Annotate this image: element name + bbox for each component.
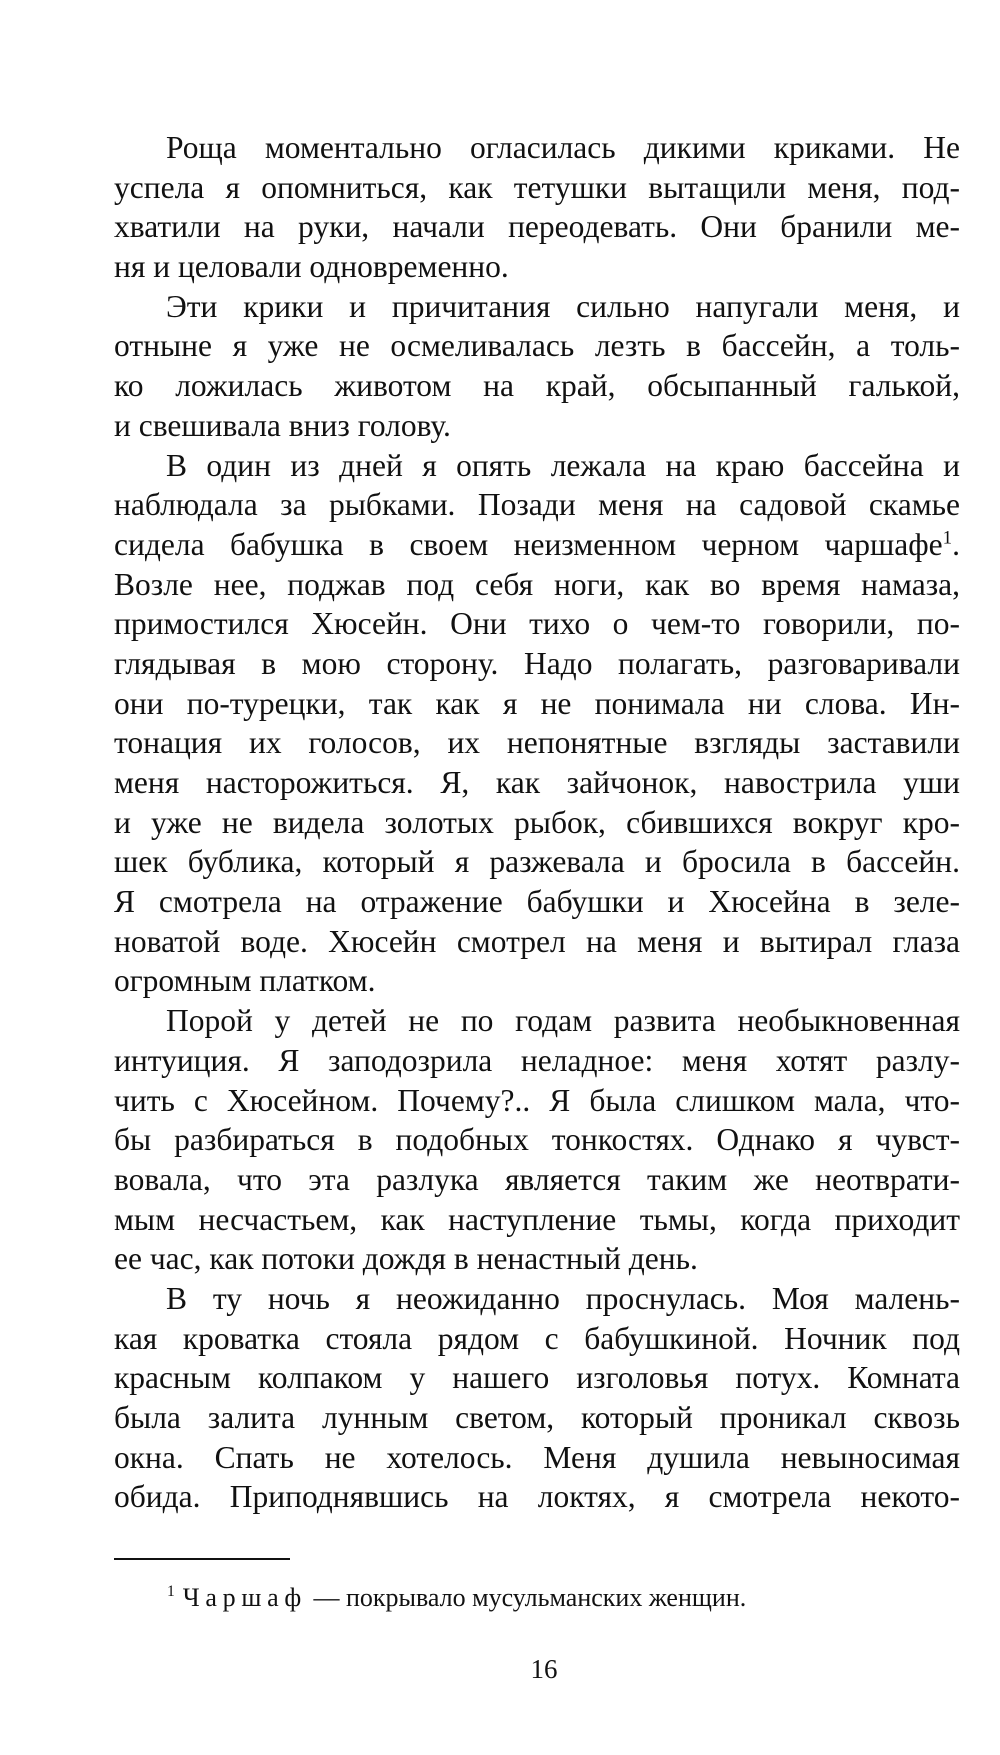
text-line: огромным платком. [114, 963, 376, 999]
text-line: и уже не видела золотых рыбок, сбившихся вокруг кро- [114, 804, 960, 840]
footnote-term: Чаршаф [182, 1583, 307, 1612]
text-line: обида. Приподнявшись на локтях, я смотрела некото- [114, 1479, 960, 1515]
text-line: тонация их голосов, их непонятные взгляды заставили [114, 725, 960, 761]
text-line: отныне я уже не осмеливалась лезть в бассейн, а толь- [114, 328, 960, 364]
text-line: ее час, как потоки дождя в ненастный день. [114, 1241, 698, 1277]
text-line: Порой у детей не по годам развита необыкновенная [166, 1003, 960, 1039]
footnote [167, 1581, 746, 1615]
text-line: меня насторожиться. Я, как зайчонок, навострила уши [114, 765, 960, 800]
footnote-marker: 1 [167, 1583, 175, 1601]
page-number: 16 [530, 1654, 558, 1684]
footnote-reference: 1 [942, 527, 953, 549]
text-line: Эти крики и причитания сильно напугали меня, и [166, 288, 960, 324]
text-line: Роща моментально огласилась дикими криками. Не [166, 130, 960, 165]
text-line: В один из дней я опять лежала на краю бассейна и [166, 447, 960, 483]
text-line: успела я опомниться, как тетушки вытащили меня, под- [114, 169, 960, 205]
text-line: ко ложилась животом на край, обсыпанный галькой, [114, 368, 960, 404]
text-line: интуиция. Я заподозрила неладное: меня хотят разлу- [114, 1042, 960, 1078]
footnote-divider [114, 1558, 290, 1560]
text-line: была залита лунным светом, который проникал сквозь [114, 1400, 960, 1435]
text-line: примостился Хюсейн. Они тихо о чем-то говорили, по- [114, 606, 960, 642]
text-line: шек бублика, который я разжевала и бросила в бассейн. [114, 844, 960, 880]
page-body [114, 128, 960, 1517]
text-line: вовала, что эта разлука является таким же неотврати- [114, 1161, 960, 1197]
text-line: бы разбираться в подобных тонкостях. Однако я чувст- [114, 1122, 960, 1158]
text-line: чить с Хюсейном. Почему?.. Я была слишком мала, что- [114, 1082, 960, 1118]
text-line: окна. Спать не хотелось. Меня душила невыносимая [114, 1439, 960, 1475]
text-line: красным колпаком у нашего изголовья потух. Комната [114, 1360, 960, 1396]
text-line: мым несчастьем, как наступление тьмы, когда приходит [114, 1201, 960, 1237]
text-line: и свешивала вниз голову. [114, 407, 451, 443]
text-line: В ту ночь я неожиданно проснулась. Моя малень- [166, 1280, 960, 1316]
footnote-text: — покрывало мусульманских женщин. [306, 1583, 747, 1612]
text-line: кая кроватка стояла рядом с бабушкиной. Ночник под [114, 1320, 960, 1356]
text-line: хватили на руки, начали переодевать. Они бранили ме- [114, 209, 960, 245]
text-segment: сидела бабушка в своем неизменном черном чаршафе [114, 526, 943, 562]
text-line: Я смотрела на отражение бабушки и Хюсейна в зеле- [114, 884, 960, 920]
text-line: глядывая в мою сторону. Надо полагать, разговаривали [114, 645, 960, 681]
text-line: ня и целовали одновременно. [114, 249, 509, 285]
text-line-with-footnote: сидела бабушка в своем неизменном черном чаршафе$^1$. [114, 526, 960, 562]
text-line: новатой воде. Хюсейн смотрел на меня и вытирал глаза [114, 923, 960, 959]
text-line: наблюдала за рыбками. Позади меня на садовой скамье [114, 487, 960, 523]
text-line: Возле нее, поджав под себя ноги, как во время намаза, [114, 566, 960, 602]
text-line: они по-турецки, так как я не понимала ни слова. Ин- [114, 685, 960, 721]
